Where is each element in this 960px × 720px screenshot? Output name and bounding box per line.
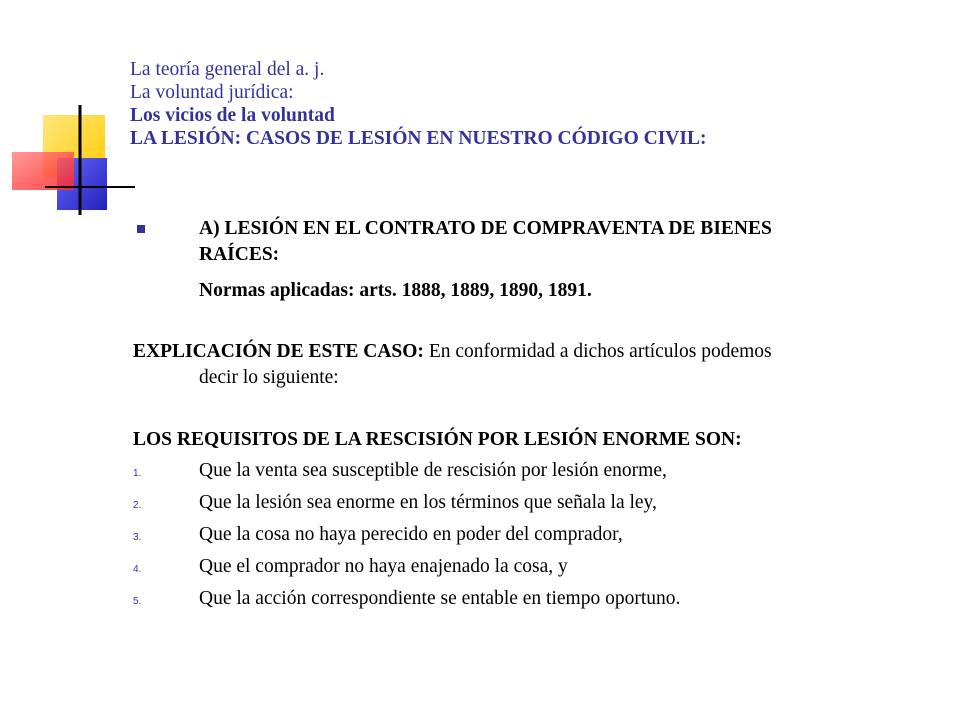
explanation-text-1: En conformidad a dichos artículos podemos [423,341,772,362]
list-item: Que la cosa no haya perecido en poder del comprador, [199,524,623,545]
list-item-number: 4. [133,564,142,575]
explanation-line-2: decir lo siguiente: [199,367,339,388]
bullet-square-icon [137,225,145,233]
explanation-label: EXPLICACIÓN DE ESTE CASO: [133,341,424,362]
title-line-4: LA LESIÓN: CASOS DE LESIÓN EN NUESTRO CÓDIGO CIVIL: [130,128,707,149]
list-item-number: 1. [133,468,142,479]
list-item-number: 3. [133,532,142,543]
title-line-3: Los vicios de la voluntad [130,105,335,126]
section-a-heading-line-2: RAÍCES: [199,244,280,265]
list-item: Que la acción correspondiente se entable en tiempo oportuno. [199,588,681,609]
list-item: Que la lesión sea enorme en los términos que señala la ley, [199,492,657,513]
section-a-heading-line-1: A) LESIÓN EN EL CONTRATO DE COMPRAVENTA DE BIENES [199,218,772,239]
section-a-norms: Normas aplicadas: arts. 1888, 1889, 1890, 1891. [199,280,592,301]
list-item: Que el comprador no haya enajenado la cosa, y [199,556,568,577]
list-item-number: 2. [133,500,142,511]
list-item-number: 5. [133,596,142,607]
list-item: Que la venta sea susceptible de rescisión por lesión enorme, [199,460,667,481]
explanation-line-1 [133,340,772,363]
requirements-heading: LOS REQUISITOS DE LA RESCISIÓN POR LESIÓN ENORME SON: [133,429,742,450]
title-line-2: La voluntad jurídica: [130,82,294,103]
title-line-1: La teoría general del a. j. [130,59,325,80]
